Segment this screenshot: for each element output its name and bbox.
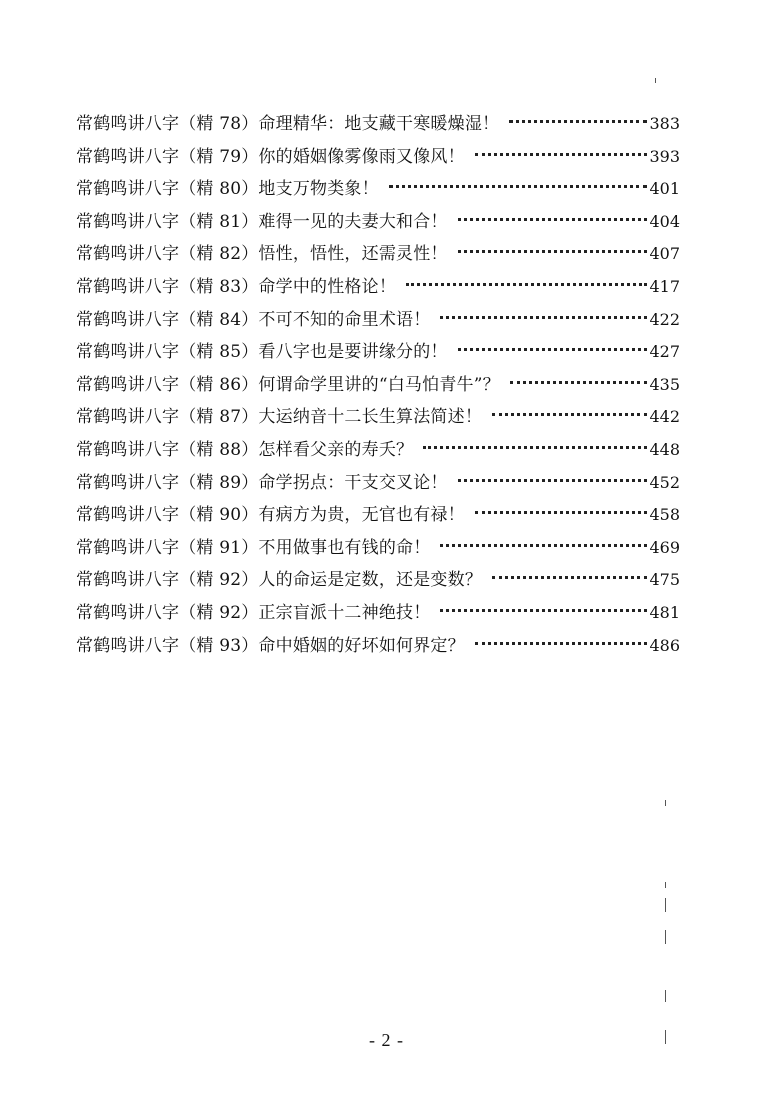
toc-entry-title: 常鹤鸣讲八字（精 92）人的命运是定数，还是变数？ xyxy=(76,570,483,591)
toc-entry-page: 448 xyxy=(649,439,680,459)
toc-entry-page: 475 xyxy=(649,570,680,590)
toc-entry-page: 469 xyxy=(649,537,680,557)
toc-entry[interactable] xyxy=(76,238,680,271)
toc-entry-title: 常鹤鸣讲八字（精 93）命中婚姻的好坏如何界定？ xyxy=(76,635,465,656)
toc-entry[interactable] xyxy=(76,108,680,141)
toc-entry-title: 常鹤鸣讲八字（精 89）命学拐点：干支交叉论！ xyxy=(76,472,448,493)
toc-entry[interactable] xyxy=(76,304,680,337)
toc-entry-page: 435 xyxy=(649,374,680,394)
dot-leader xyxy=(458,217,648,221)
toc-entry[interactable] xyxy=(76,630,680,663)
toc-entry[interactable] xyxy=(76,434,680,467)
dot-leader xyxy=(406,282,647,286)
toc-entry[interactable] xyxy=(76,499,680,532)
scan-mark xyxy=(665,930,666,944)
toc-entry-title: 常鹤鸣讲八字（精 84）不可不知的命里术语！ xyxy=(76,309,431,330)
toc-entry[interactable] xyxy=(76,597,680,630)
toc-entry-title: 常鹤鸣讲八字（精 82）悟性，悟性，还需灵性！ xyxy=(76,244,448,265)
toc-entry-page: 427 xyxy=(649,342,680,362)
toc-entry-title: 常鹤鸣讲八字（精 83）命学中的性格论！ xyxy=(76,276,397,297)
toc-entry-title: 常鹤鸣讲八字（精 87）大运纳音十二长生算法简述！ xyxy=(76,407,483,428)
toc-entry[interactable] xyxy=(76,173,680,206)
toc-entry-page: 452 xyxy=(649,472,680,492)
scan-mark xyxy=(665,898,666,912)
toc-entry-page: 481 xyxy=(649,602,680,622)
dot-leader xyxy=(510,380,648,384)
toc-entry-page: 407 xyxy=(649,244,680,264)
toc-entry-page: 422 xyxy=(649,309,680,329)
dot-leader xyxy=(509,119,647,123)
page-number: - 2 - xyxy=(369,1030,404,1050)
toc-entry-page: 383 xyxy=(649,114,680,133)
toc-entry-title: 常鹤鸣讲八字（精 78）命理精华：地支藏干寒暖燥湿！ xyxy=(76,114,500,134)
dot-leader xyxy=(458,347,648,351)
table-of-contents xyxy=(76,108,680,662)
dot-leader xyxy=(475,641,648,645)
toc-entry-page: 404 xyxy=(649,211,680,231)
dot-leader xyxy=(458,478,648,482)
toc-entry[interactable] xyxy=(76,532,680,565)
scan-mark xyxy=(665,800,666,806)
toc-entry-title: 常鹤鸣讲八字（精 85）看八字也是要讲缘分的！ xyxy=(76,342,448,363)
toc-entry-title: 常鹤鸣讲八字（精 81）难得一见的夫妻大和合！ xyxy=(76,211,448,232)
dot-leader xyxy=(389,184,648,188)
dot-leader xyxy=(423,445,647,449)
scan-mark xyxy=(665,990,666,1002)
toc-entry-page: 393 xyxy=(649,146,680,166)
toc-entry[interactable] xyxy=(76,467,680,500)
toc-entry-title: 常鹤鸣讲八字（精 79）你的婚姻像雾像雨又像风！ xyxy=(76,146,465,167)
scan-mark xyxy=(655,78,656,83)
toc-entry-title: 常鹤鸣讲八字（精 80）地支万物类象！ xyxy=(76,179,379,200)
dot-leader xyxy=(440,543,647,547)
toc-entry-title: 常鹤鸣讲八字（精 90）有病方为贵，无官也有禄！ xyxy=(76,505,465,526)
toc-entry-page: 417 xyxy=(649,276,680,296)
toc-entry[interactable] xyxy=(76,401,680,434)
scan-mark xyxy=(665,882,666,888)
dot-leader xyxy=(492,575,647,579)
toc-entry-page: 486 xyxy=(649,635,680,655)
dot-leader xyxy=(492,412,647,416)
toc-entry[interactable] xyxy=(76,206,680,239)
toc-entry-page: 401 xyxy=(649,179,680,199)
toc-entry[interactable] xyxy=(76,336,680,369)
dot-leader xyxy=(458,249,648,253)
toc-entry-title: 常鹤鸣讲八字（精 88）怎样看父亲的寿夭？ xyxy=(76,439,414,460)
toc-entry[interactable] xyxy=(76,564,680,597)
toc-entry-title: 常鹤鸣讲八字（精 86）何谓命学里讲的“白马怕青牛”？ xyxy=(76,374,500,395)
dot-leader xyxy=(475,510,648,514)
toc-entry-title: 常鹤鸣讲八字（精 92）正宗盲派十二神绝技！ xyxy=(76,602,431,623)
dot-leader xyxy=(440,608,647,612)
toc-entry[interactable] xyxy=(76,369,680,402)
toc-entry[interactable] xyxy=(76,271,680,304)
toc-entry-page: 458 xyxy=(649,505,680,525)
dot-leader xyxy=(440,315,647,319)
toc-entry-title: 常鹤鸣讲八字（精 91）不用做事也有钱的命！ xyxy=(76,537,431,558)
dot-leader xyxy=(475,152,648,156)
toc-entry[interactable] xyxy=(76,141,680,174)
toc-entry-page: 442 xyxy=(649,407,680,427)
